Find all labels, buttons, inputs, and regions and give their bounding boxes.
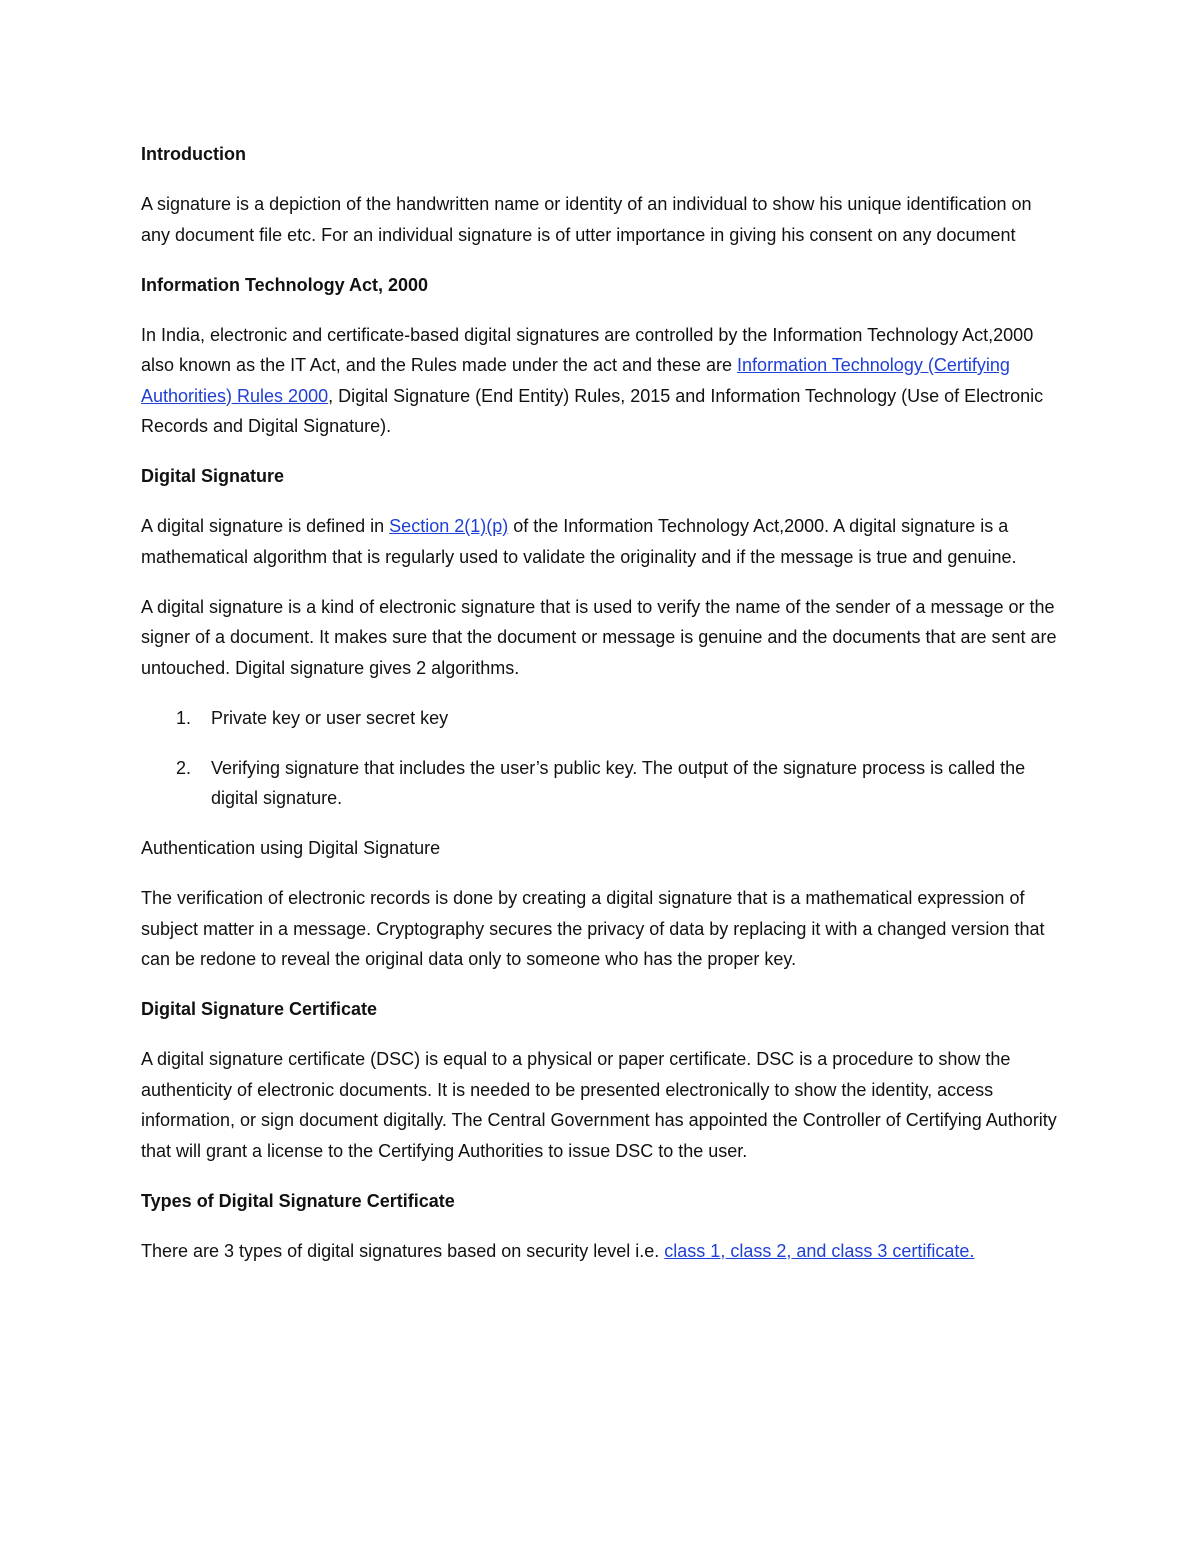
algorithms-list [141,703,1061,814]
dsc-types-text-before-link: There are 3 types of digital signatures based on security level i.e. [141,1240,665,1261]
link-it-rules-2000[interactable]: Information Technology (Certifying Authorities) Rules 2000 [141,355,1010,406]
list-item-number: 2. [176,757,192,778]
definition-text-before-link: A digital signature is defined in [141,516,390,536]
definition-text-after-link: of the Information Technology Act,2000. A digital signature is a mathematical algorithm that is regularly used to validate the originality and if the message is true and genuine. [141,516,1017,567]
it-act-text-after-link: , Digital Signature (End Entity) Rules, 2015 and Information Technology (Use of Electronic Records and Digital Signature). [141,385,1044,436]
list-item-text: Verifying signature that includes the user’s public key. The output of the signature process is called the digital signature. [211,757,1026,808]
list-item [141,753,1061,814]
heading-it-act: Information Technology Act, 2000 [141,274,429,295]
paragraph-introduction: A signature is a depiction of the handwritten name or identity of an individual to show his unique identification on any document file etc. For an individual signature is of utter importance in giving his consent on any document [141,194,1032,245]
heading-introduction: Introduction [141,144,246,164]
link-section-2-1-p[interactable]: Section 2(1)(p) [389,516,509,536]
list-item-number: 1. [176,707,192,728]
list-item [141,703,1061,734]
it-act-text-before-link: In India, electronic and certificate-based digital signatures are controlled by the Information Technology Act,2000 also known as the IT Act, and the Rules made under the act and these are [141,324,1034,375]
paragraph-digital-signature-definition [141,511,1061,572]
link-certificate-classes[interactable]: class 1, class 2, and class 3 certificate. [664,1240,975,1261]
paragraph-digital-signature-description: A digital signature is a kind of electronic signature that is used to verify the name of the sender of a message or the signer of a document. It makes sure that the document or message is genuine and the documents that are sent are untouched. Digital signature gives 2 algorithms. [141,596,1057,678]
heading-authentication: Authentication using Digital Signature [141,838,441,858]
list-item-text: Private key or user secret key [211,707,449,728]
heading-digital-signature: Digital Signature [141,466,285,486]
document-page [141,139,1061,1286]
paragraph-authentication: The verification of electronic records is done by creating a digital signature that is a mathematical expression of subject matter in a message. Cryptography secures the privacy of data by replacing it with a changed version that can be redone to reveal the original data only to someone who has the proper key. [141,888,1045,969]
heading-dsc: Digital Signature Certificate [141,999,378,1019]
heading-dsc-types: Types of Digital Signature Certificate [141,1190,455,1211]
paragraph-dsc-types [141,1236,1061,1267]
paragraph-it-act [141,320,1061,442]
paragraph-dsc: A digital signature certificate (DSC) is equal to a physical or paper certificate. DSC is a procedure to show the authenticity of electronic documents. It is needed to be presented electronically to show the identity, access information, or sign document digitally. The Central Government has appointed the Controller of Certifying Authority that will grant a license to the Certifying Authorities to issue DSC to the user. [141,1049,1057,1161]
